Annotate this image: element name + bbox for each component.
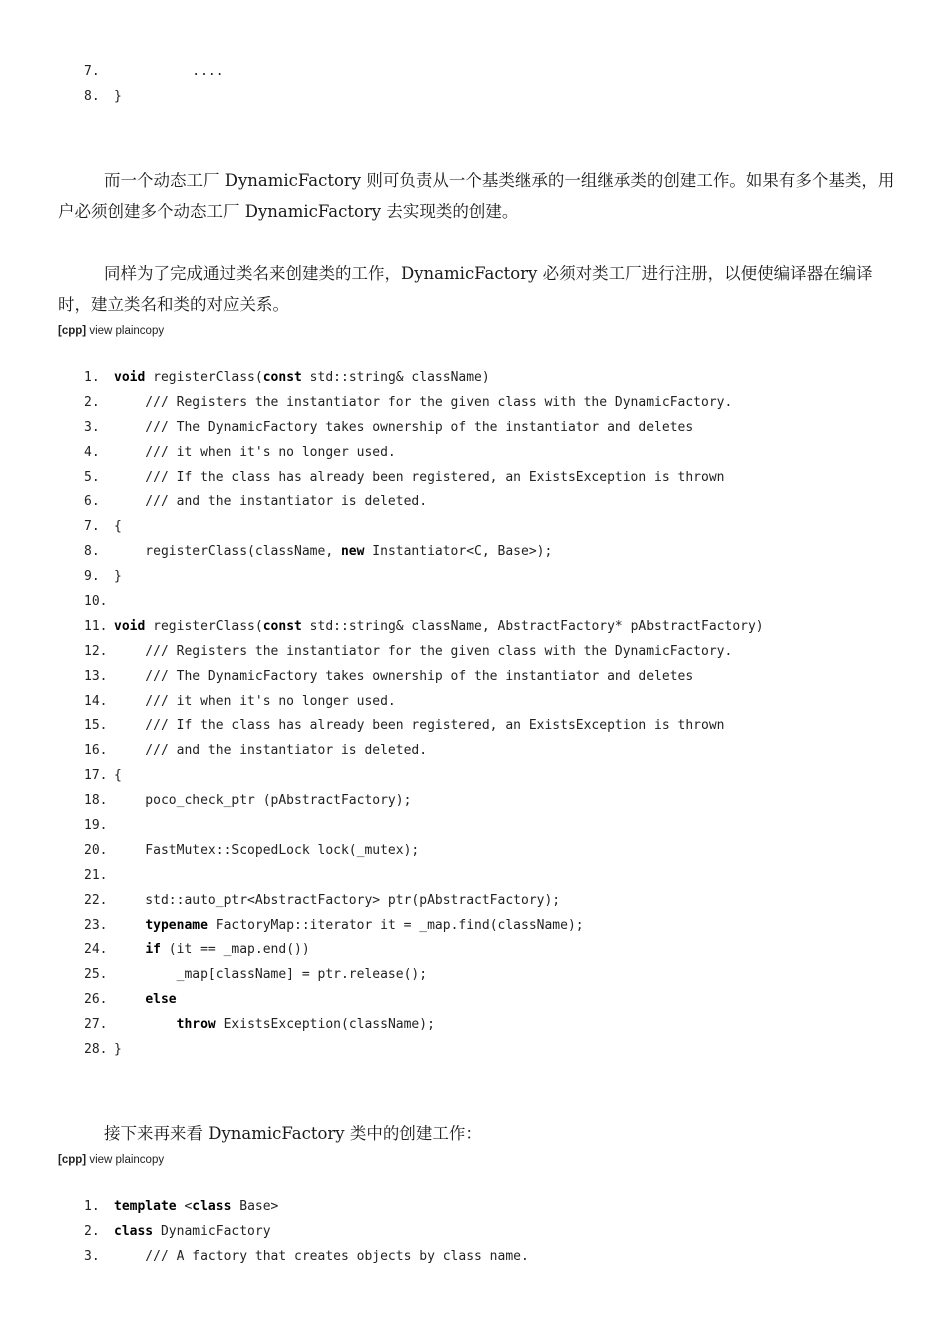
code-line: [84, 789, 764, 814]
code-token: Instantiator<C, Base>);: [364, 544, 553, 560]
code-line: [84, 988, 764, 1013]
code-token: [114, 1017, 177, 1032]
line-number: 9.: [84, 569, 100, 585]
code-token: {: [114, 519, 122, 535]
code-token: /// Registers the instantiator for the given class with the DynamicFactory.: [114, 394, 733, 410]
code-text: [114, 843, 419, 858]
code-keyword: else: [145, 992, 177, 1008]
code-block-register-class: [84, 366, 764, 1063]
code-line: [84, 839, 764, 864]
line-number: 3.: [84, 1248, 100, 1264]
code-text: [114, 967, 427, 982]
code-line: [84, 540, 764, 565]
code-text: [114, 470, 724, 485]
code-token: std::string& className, AbstractFactory* pAbstractFactory): [301, 618, 764, 634]
code-text: [114, 619, 764, 634]
code-token: /// If the class has already been registered, an ExistsException is thrown: [114, 718, 725, 734]
code-keyword: class: [114, 1223, 154, 1239]
code-token: }: [114, 88, 122, 104]
line-number: 1.: [84, 1199, 100, 1214]
code-text: [114, 1224, 271, 1239]
code-token: std::auto_ptr<AbstractFactory> ptr(pAbstractFactory);: [114, 892, 561, 908]
code-text: [114, 768, 122, 783]
code-token: /// Registers the instantiator for the given class with the DynamicFactory.: [114, 643, 733, 659]
line-number: 27.: [84, 1017, 108, 1033]
code-line: [84, 1220, 529, 1245]
code-line: [84, 416, 764, 441]
code-line: [84, 565, 764, 590]
code-token: /// it when it's no longer used.: [114, 444, 396, 460]
line-number: 3.: [84, 419, 100, 435]
code-line: [84, 665, 764, 690]
line-number: 12.: [84, 643, 108, 659]
code-block-1: [84, 60, 224, 110]
code-text: [114, 743, 427, 758]
code-text: [114, 1199, 278, 1214]
line-number: 16.: [84, 743, 108, 759]
line-number: 10.: [84, 594, 108, 610]
line-number: 15.: [84, 718, 108, 734]
code-token: /// The DynamicFactory takes ownership of the instantiator and deletes: [114, 419, 694, 435]
code-token: FastMutex::ScopedLock lock(_mutex);: [114, 842, 420, 858]
code-token: [114, 918, 145, 933]
code-token: poco_check_ptr (pAbstractFactory);: [114, 793, 412, 809]
line-number: 14.: [84, 693, 108, 709]
code-token: {: [114, 768, 122, 784]
code-line: [84, 963, 764, 988]
code-token: /// The DynamicFactory takes ownership of the instantiator and deletes: [114, 668, 694, 684]
line-number: 11.: [84, 618, 108, 634]
line-number: 19.: [84, 818, 108, 834]
paragraph-creation: 接下来再来看 DynamicFactory 类中的创建工作：: [104, 1124, 482, 1143]
line-number: 25.: [84, 967, 108, 983]
code-line: [84, 85, 224, 110]
line-number: 17.: [84, 768, 108, 784]
code-text: [114, 89, 122, 104]
code-language-tag: [cpp]: [58, 1154, 87, 1166]
code-text: [114, 1249, 529, 1264]
code-line: [84, 1038, 764, 1063]
code-token: /// A factory that creates objects by class name.: [114, 1248, 529, 1264]
line-number: 7.: [84, 64, 100, 79]
code-text: [114, 992, 177, 1007]
line-number: 28.: [84, 1042, 108, 1058]
code-line: [84, 466, 764, 491]
code-text: [114, 718, 724, 733]
paragraph-dynamic-factory-intro: 而一个动态工厂 DynamicFactory 则可负责从一个基类继承的一组继承类的创建工作。如果有多个基类，用户必须创建多个动态工厂 DynamicFactory 去实现类的创建。: [58, 171, 895, 221]
code-line: [84, 714, 764, 739]
code-token: }: [114, 1042, 122, 1058]
code-token: registerClass(: [145, 370, 263, 385]
line-number: 7.: [84, 519, 100, 535]
code-keyword: throw: [176, 1017, 216, 1033]
code-keyword: void: [114, 370, 146, 385]
code-line: [84, 690, 764, 715]
line-number: 22.: [84, 892, 108, 908]
code-text: [114, 793, 411, 808]
code-line: [84, 814, 764, 839]
code-token: /// If the class has already been registered, an ExistsException is thrown: [114, 469, 725, 485]
code-text: [114, 942, 310, 957]
code-token: registerClass(className,: [114, 544, 341, 560]
code-token: <: [176, 1199, 193, 1214]
code-token: [114, 992, 145, 1007]
code-text: [114, 519, 122, 534]
code-text: [114, 395, 732, 410]
code-line: [84, 889, 764, 914]
line-number: 18.: [84, 793, 108, 809]
view-plaincopy-link[interactable]: view plaincopy: [89, 325, 165, 337]
code-token: _map[className] = ptr.release();: [114, 967, 428, 983]
code-text: [114, 370, 490, 385]
code-keyword: const: [262, 618, 302, 634]
line-number: 26.: [84, 992, 108, 1008]
code-line: [84, 515, 764, 540]
code-text: [114, 494, 427, 509]
code-token: (it == _map.end()): [160, 942, 310, 958]
code-line: [84, 490, 764, 515]
view-plaincopy-link[interactable]: view plaincopy: [89, 1154, 165, 1166]
code-token: }: [114, 569, 122, 585]
code-text: [114, 644, 732, 659]
code-text: [114, 918, 584, 933]
code-line: [84, 441, 764, 466]
line-number: 1.: [84, 370, 100, 385]
code-keyword: typename: [145, 917, 208, 933]
code-keyword: template: [114, 1199, 177, 1214]
code-text: [114, 445, 396, 460]
code-text: [114, 694, 396, 709]
line-number: 21.: [84, 867, 108, 883]
line-number: 24.: [84, 942, 108, 958]
code-token: std::string& className): [301, 370, 490, 385]
code-text: [114, 1017, 435, 1032]
line-number: 23.: [84, 917, 108, 933]
code-text: [114, 893, 560, 908]
code-keyword: class: [192, 1199, 232, 1214]
code-token: ....: [114, 64, 224, 79]
line-number: 4.: [84, 444, 100, 460]
code-line: [84, 60, 224, 85]
code-text: [114, 544, 552, 559]
code-line: [84, 615, 764, 640]
code-line: [84, 366, 764, 391]
code-line: [84, 391, 764, 416]
code-keyword: void: [114, 618, 146, 634]
code-header-1: [58, 325, 164, 337]
code-text: [114, 569, 122, 584]
code-line: [84, 864, 764, 889]
code-token: /// it when it's no longer used.: [114, 693, 396, 709]
code-text: [114, 420, 693, 435]
code-token: DynamicFactory: [153, 1223, 271, 1239]
line-number: 8.: [84, 544, 100, 560]
code-keyword: const: [262, 370, 302, 385]
code-token: Base>: [231, 1199, 279, 1214]
code-token: /// and the instantiator is deleted.: [114, 743, 428, 759]
code-token: FactoryMap::iterator it = _map.find(className);: [207, 917, 584, 933]
code-line: [84, 739, 764, 764]
line-number: 13.: [84, 668, 108, 684]
code-token: ExistsException(className);: [215, 1017, 435, 1033]
code-line: [84, 1195, 529, 1220]
code-token: registerClass(: [145, 618, 263, 634]
code-line: [84, 1245, 529, 1270]
code-text: [114, 64, 224, 79]
line-number: 2.: [84, 394, 100, 410]
line-number: 5.: [84, 469, 100, 485]
line-number: 2.: [84, 1223, 100, 1239]
code-line: [84, 914, 764, 939]
code-line: [84, 764, 764, 789]
line-number: 8.: [84, 88, 100, 104]
code-line: [84, 938, 764, 963]
code-keyword: new: [340, 544, 365, 560]
code-header-2: [58, 1154, 164, 1166]
code-text: [114, 669, 693, 684]
code-language-tag: [cpp]: [58, 325, 87, 337]
line-number: 6.: [84, 494, 100, 510]
code-line: [84, 640, 764, 665]
line-number: 20.: [84, 842, 108, 858]
paragraph-registration: 同样为了完成通过类名来创建类的工作，DynamicFactory 必须对类工厂进行注册，以便使编译器在编译时，建立类名和类的对应关系。: [58, 264, 873, 314]
code-token: [114, 942, 145, 957]
code-line: [84, 1013, 764, 1038]
code-keyword: if: [145, 942, 161, 958]
code-text: [114, 1042, 122, 1057]
code-token: /// and the instantiator is deleted.: [114, 494, 428, 510]
code-line: [84, 590, 764, 615]
code-block-dynamic-factory-class: [84, 1195, 529, 1270]
